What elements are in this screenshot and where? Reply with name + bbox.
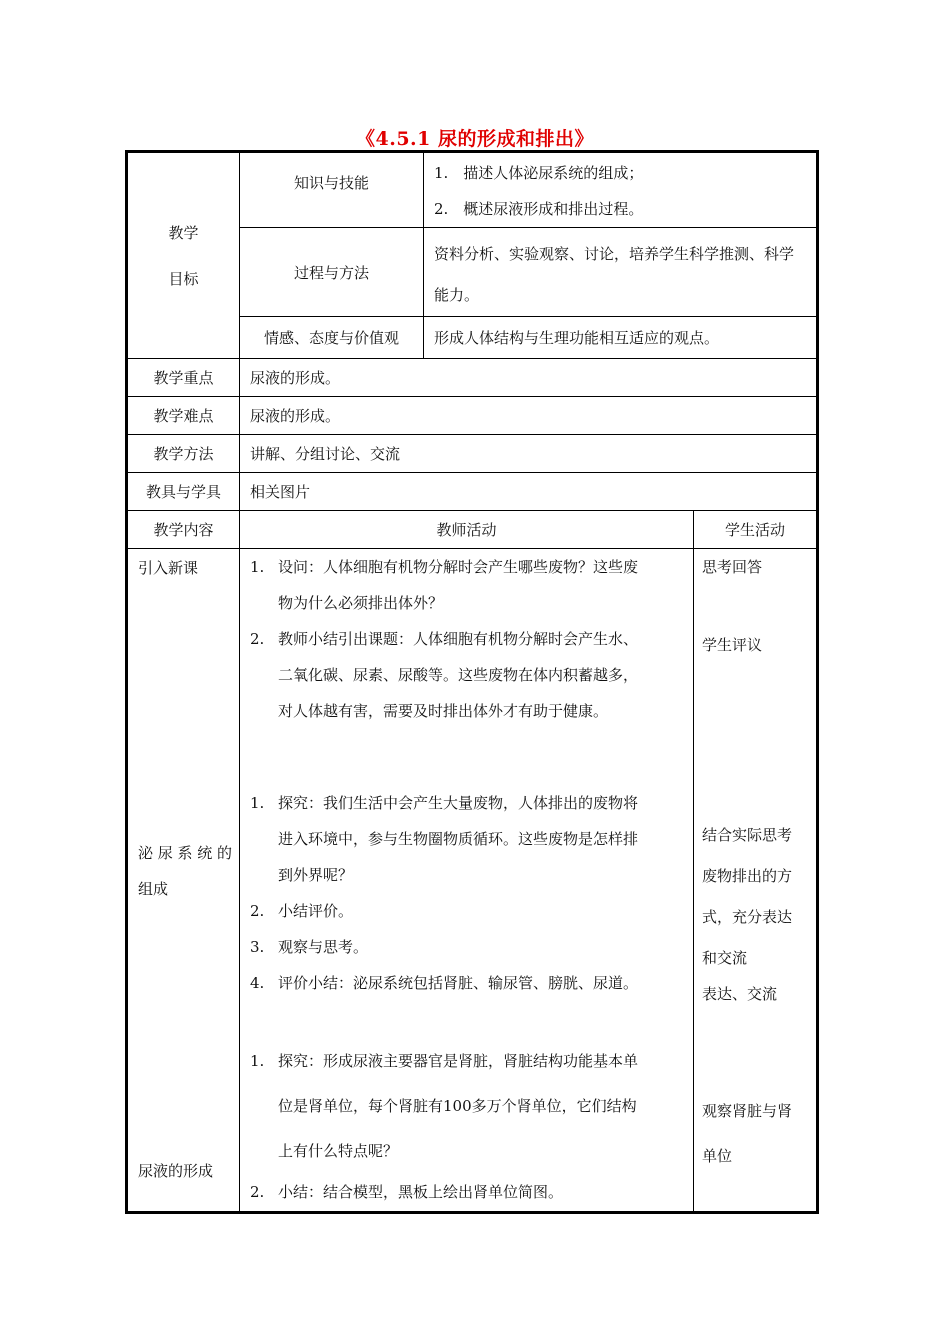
intro-step-2: 2. 教师小结引出课题：人体细胞有机物分解时会产生水、 二氧化碳、尿素、尿酸等。这些废物在体内积蓄越多， 对人体越有害，需要及时排出体外才有助于健康。 [250, 621, 687, 729]
tools-label: 教具与学具 [127, 473, 240, 511]
section-system-label-line1: 泌尿系统的 [138, 844, 232, 862]
system-step-4: 4. 评价小结：泌尿系统包括肾脏、输尿管、膀胱、尿道。 [250, 974, 639, 992]
system-step-3: 3. 观察与思考。 [250, 938, 369, 956]
page-title: 《4.5.1 尿的形成和排出》 [355, 128, 594, 150]
formation-step-1-line3: 上有什么特点呢？ [278, 1142, 399, 1160]
objective-emotion-label: 情感、态度与价值观 [240, 317, 424, 359]
method-label: 教学方法 [127, 435, 240, 473]
tools-value: 相关图片 [240, 473, 818, 511]
objective-emotion-content: 形成人体结构与生理功能相互适应的观点。 [424, 317, 818, 359]
section-system-label-line2: 组成 [138, 880, 169, 898]
intro-step-1-line1: 设问：人体细胞有机物分解时会产生哪些废物？这些废 [278, 558, 639, 576]
header-teacher: 教师活动 [240, 511, 694, 549]
content-column [127, 549, 240, 1213]
header-student: 学生活动 [694, 511, 818, 549]
system-step-1-line3: 到外界呢？ [278, 866, 354, 884]
system-step-1: 1. 探究：我们生活中会产生大量废物，人体排出的废物将 进入环境中，参与生物圈物质循环。这些废物是怎样排 到外界呢？ [250, 785, 687, 893]
formation-step-1-line2: 位是肾单位，每个肾脏有100多万个肾单位，它们结构 [278, 1097, 637, 1115]
section-system-label [138, 835, 232, 907]
formation-step-2: 2. 小结：结合模型，黑板上绘出肾单位简图。 [250, 1183, 564, 1201]
objective-process-content: 资料分析、实验观察、讨论，培养学生科学推测、科学能力。 [424, 228, 818, 317]
method-value: 讲解、分组讨论、交流 [240, 435, 818, 473]
objectives-label-line2: 目标 [168, 269, 199, 288]
lesson-plan-table [125, 150, 819, 1214]
intro-student-2: 学生评议 [702, 636, 763, 654]
section-formation-label: 尿液的形成 [138, 1162, 214, 1180]
section-intro-label: 引入新课 [138, 559, 199, 577]
difficulty-label: 教学难点 [127, 397, 240, 435]
objective-knowledge-item-1: 1. 描述人体泌尿系统的组成； [434, 164, 644, 182]
objective-knowledge-content [424, 152, 818, 228]
formation-step-1: 1. 探究：形成尿液主要器官是肾脏，肾脏结构功能基本单 位是肾单位，每个肾脏有100多万个肾单位，它们结构 上有什么特点呢？ [250, 1039, 687, 1174]
key-point-value: 尿液的形成。 [240, 359, 818, 397]
intro-step-1: 1. 设问：人体细胞有机物分解时会产生哪些废物？这些废 物为什么必须排出体外？ [250, 549, 687, 621]
system-step-1-line2: 进入环境中，参与生物圈物质循环。这些废物是怎样排 [278, 830, 639, 848]
system-student: 结合实际思考 废物排出的方 式，充分表达 和交流 表达、交流 [702, 826, 793, 1003]
key-point-label: 教学重点 [127, 359, 240, 397]
formation-student: 观察肾脏与肾 单位 [702, 1102, 793, 1165]
difficulty-value: 尿液的形成。 [240, 397, 818, 435]
objective-process-label: 过程与方法 [240, 228, 424, 317]
header-content: 教学内容 [127, 511, 240, 549]
system-step-2: 2. 小结评价。 [250, 902, 354, 920]
objective-knowledge-item-2: 2. 概述尿液形成和排出过程。 [434, 200, 644, 218]
objectives-label [127, 152, 240, 359]
intro-step-2-line2: 二氧化碳、尿素、尿酸等。这些废物在体内积蓄越多， [278, 666, 639, 684]
intro-step-2-line3: 对人体越有害，需要及时排出体外才有助于健康。 [278, 702, 609, 720]
objectives-label-line1: 教学 [168, 223, 199, 242]
system-step-1-line1: 探究：我们生活中会产生大量废物，人体排出的废物将 [278, 794, 639, 812]
intro-step-1-line2: 物为什么必须排出体外？ [278, 594, 444, 612]
intro-student-1: 思考回答 [702, 558, 763, 576]
objective-knowledge-label: 知识与技能 [240, 152, 424, 228]
formation-step-1-line1: 探究：形成尿液主要器官是肾脏，肾脏结构功能基本单 [278, 1052, 639, 1070]
student-column [694, 549, 818, 1213]
teacher-column [240, 549, 694, 1213]
intro-step-2-line1: 教师小结引出课题：人体细胞有机物分解时会产生水、 [278, 630, 639, 648]
